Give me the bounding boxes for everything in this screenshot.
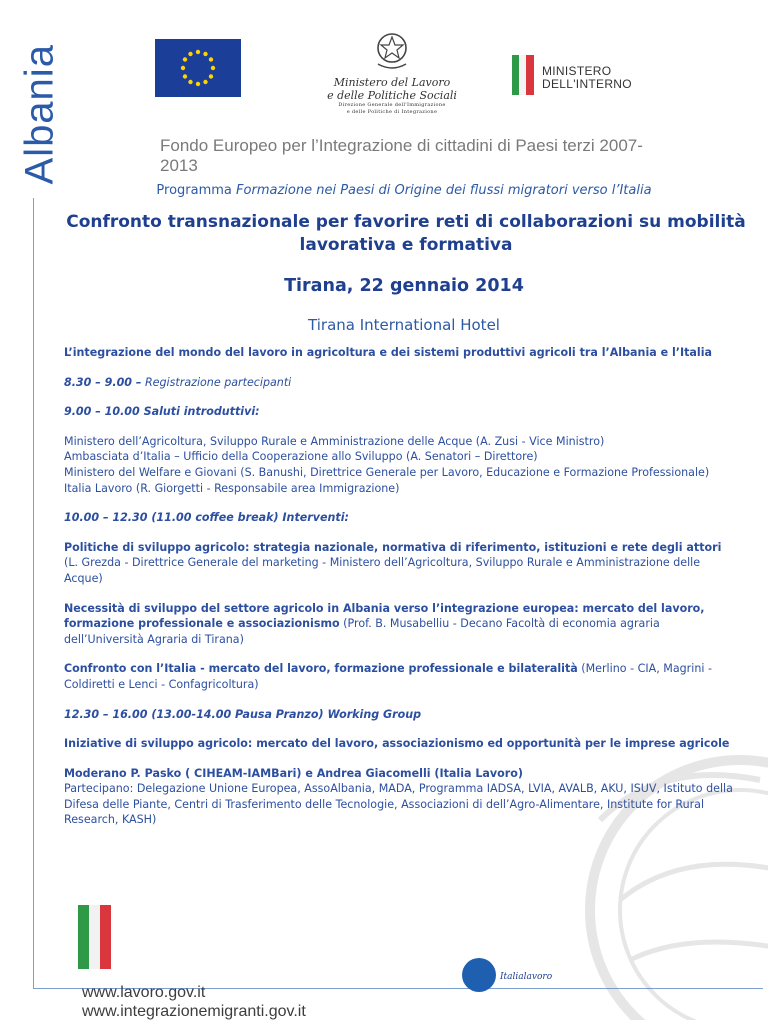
ministero-interno-line2: DELL'INTERNO [542,77,632,91]
rail-line [33,198,34,988]
session-greetings-title: 9.00 – 10.00 Saluti introduttivi: [64,405,260,419]
talk-item [64,661,734,692]
eu-stars-icon [155,39,241,97]
greeter-item: Ministero del Welfare e Giovani (S. Banushi, Direttrice Generale per Lavoro, Educazione e Formazione Professionale) [64,465,710,479]
workgroup-title: Iniziative di sviluppo agricolo: mercato del lavoro, associazionismo ed opportunità per le imprese agricole [64,737,730,751]
italia-lavoro-text: Italialavoro [500,972,553,982]
republic-seal-watermark [560,700,768,1020]
session-registration-text: Registrazione partecipanti [144,375,292,389]
integrazione-migranti-link[interactable]: www.integrazionemigranti.gov.it [82,1003,306,1020]
lavoro-gov-link[interactable]: www.lavoro.gov.it [82,984,206,1001]
talk-item [64,601,734,648]
rail-title-text: Albania [17,44,62,185]
italian-flag-icon [512,55,534,95]
eu-flag-logo [155,39,241,97]
ministero-lavoro-line1: Ministero del Lavoro [333,76,451,89]
talk-item [64,540,734,587]
agenda-theme: L’integrazione del mondo del lavoro in agricoltura e dei sistemi produttivi agricoli tra l’Albania e l’Italia [64,346,713,359]
session-workgroup-title: 12.30 – 16.00 (13.00-14.00 Pausa Pranzo) Working Group [64,707,422,721]
talk-speaker: (Merlino - CIA, Magrini - Coldiretti e Lenci - Confagricoltura) [64,662,712,691]
talk-title: Necessità di sviluppo del settore agricolo in Albania verso l’integrazione europea: mercato del lavoro, formazione professionale e associazionismo [64,601,705,631]
italia-lavoro-logo [462,958,582,998]
rail-title [18,40,62,190]
workgroup-participants: Partecipano: Delegazione Unione Europea, AssoAlbania, MADA, Programma IADSA, LVIA, AVALB, AKU, ISUV, Istituto della Difesa delle Piante, Centri di Trasferimento delle Tecnologie, Associazioni di dell’Agro-Alimentare, Institute for Rural Research, KASH) [64,782,733,827]
programma-prefix: Programma [156,183,232,198]
ministero-lavoro-line2: e delle Politiche Sociali [327,89,457,102]
italian-emblem-icon [372,28,412,72]
programma-name: Formazione nei Paesi di Origine dei flussi migratori verso l’Italia [236,183,652,198]
talk-title: Politiche di sviluppo agricolo: strategia nazionale, normativa di riferimento, istituzioni e rete degli attori [64,540,722,554]
talk-speaker: (Prof. B. Musabelliu - Decano Facoltà di economia agraria dell’Università Agraria di Tirana) [64,617,660,646]
greeter-item: Italia Lavoro (R. Giorgetti - Responsabile area Immigrazione) [64,481,400,495]
session-registration [64,375,734,391]
ministero-lavoro-logo [322,28,462,128]
ministero-lavoro-line3: Direzione Generale dell'Immigrazione [338,102,446,108]
session-registration-time: 8.30 – 9.00 – [64,375,142,389]
greeter-item: Ministero dell’Agricoltura, Sviluppo Rurale e Amministrazione delle Acque (A. Zusi - Vice Ministro) [64,434,605,448]
italian-tricolor-ribbon [78,905,112,969]
talk-title: Confronto con l’Italia - mercato del lavoro, formazione professionale e bilateralità [64,662,578,676]
session-talks-title: 10.00 – 12.30 (11.00 coffee break) Interventi: [64,511,349,525]
event-date: Tirana, 22 gennaio 2014 [284,276,524,296]
greeter-item: Ambasciata d’Italia – Ufficio della Cooperazione allo Sviluppo (A. Senatori – Direttore) [64,450,538,464]
fondo-title: Fondo Europeo per l’Integrazione di cittadini di Paesi terzi 2007-2013 [160,136,643,175]
ministero-interno-line1: MINISTERO [542,64,612,78]
ministero-interno-logo [512,55,662,99]
programma-line [40,183,768,198]
talk-speaker: (L. Grezda - Direttrice Generale del marketing - Ministero dell’Agricoltura, Sviluppo Rurale e Amministrazione delle Acque) [64,556,701,585]
workgroup-moderators: Moderano P. Pasko ( CIHEAM-IAMBari) e Andrea Giacomelli (Italia Lavoro) [64,766,523,780]
event-title: Confronto transnazionale per favorire reti di collaborazioni su mobilità lavorativa e formativa [66,212,746,255]
ministero-lavoro-line4: e delle Politiche di Integrazione [346,109,438,115]
event-venue: Tirana International Hotel [308,316,500,334]
italia-lavoro-icon [462,958,496,992]
